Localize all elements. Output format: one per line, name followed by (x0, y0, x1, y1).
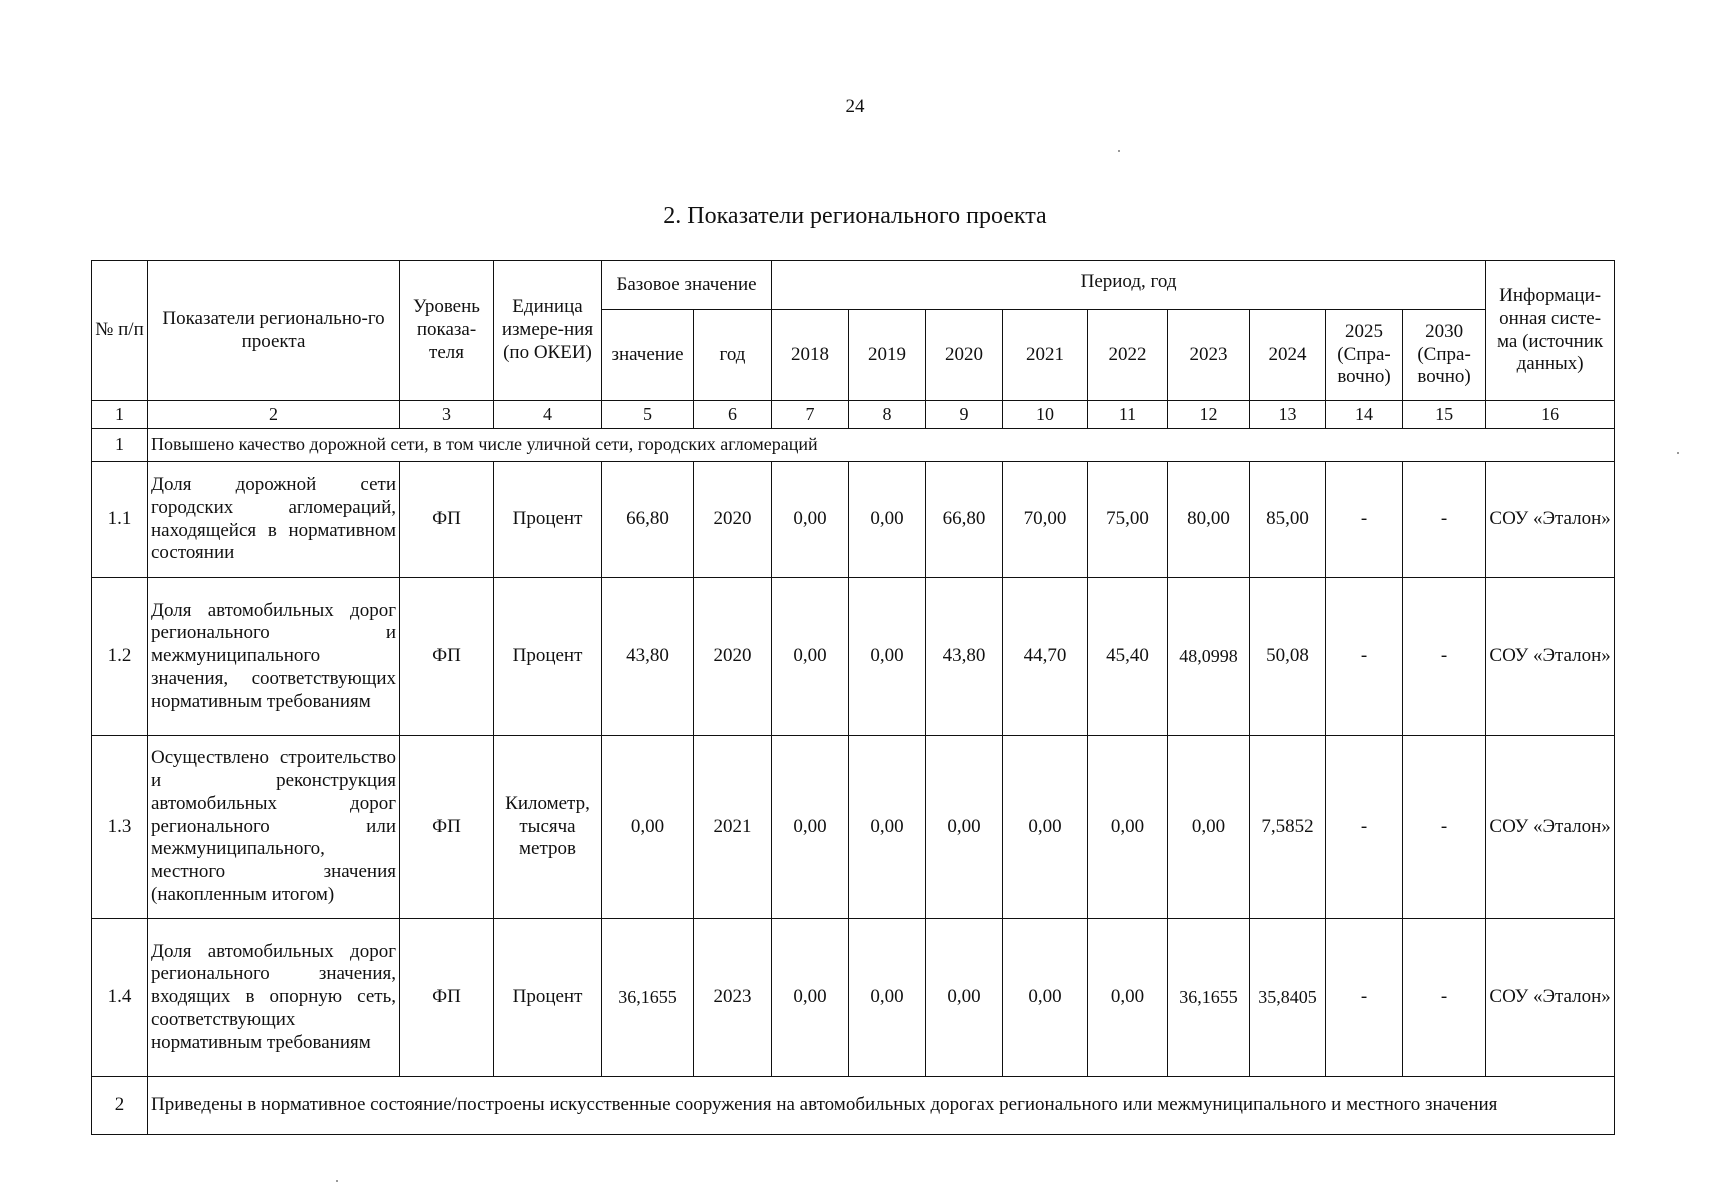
row-indicator: Доля автомобильных дорог регионального и межмуниципального значения, соответствующих нормативным требованиям (148, 578, 400, 736)
col-number: 7 (772, 401, 849, 429)
document-title: 2. Показатели регионального проекта (663, 203, 1047, 229)
table-row (92, 578, 1615, 736)
col-number: 11 (1088, 401, 1168, 429)
row-value-2024: 85,00 (1250, 462, 1326, 578)
row-info: СОУ «Эталон» (1486, 919, 1615, 1077)
row-num: 1.3 (92, 736, 148, 919)
col-number: 16 (1486, 401, 1615, 429)
column-numbers-row (92, 401, 1615, 429)
col-number: 6 (694, 401, 772, 429)
header-year-2021: 2021 (1003, 310, 1088, 401)
row-value-2023: 48,0998 (1168, 578, 1250, 736)
row-value-2023: 80,00 (1168, 462, 1250, 578)
row-base-year: 2023 (694, 919, 772, 1077)
row-value-2021: 70,00 (1003, 462, 1088, 578)
header-year-2018: 2018 (772, 310, 849, 401)
row-value-2023: 36,1655 (1168, 919, 1250, 1077)
row-base-year: 2020 (694, 578, 772, 736)
header-num: № п/п (92, 261, 148, 401)
row-value-2025: - (1326, 919, 1403, 1077)
row-level: ФП (400, 462, 494, 578)
section-row (92, 1077, 1615, 1135)
row-info: СОУ «Эталон» (1486, 462, 1615, 578)
row-value-2030: - (1403, 736, 1486, 919)
row-value-2019: 0,00 (849, 462, 926, 578)
col-number: 10 (1003, 401, 1088, 429)
section-title: Повышено качество дорожной сети, в том числе уличной сети, городских агломераций (148, 429, 1615, 462)
row-num: 1.2 (92, 578, 148, 736)
row-base-year: 2021 (694, 736, 772, 919)
row-base-year: 2020 (694, 462, 772, 578)
section-num: 2 (92, 1077, 148, 1135)
row-value-2024: 7,5852 (1250, 736, 1326, 919)
header-year-2024: 2024 (1250, 310, 1326, 401)
col-number: 3 (400, 401, 494, 429)
header-indicator: Показатели регионально-го проекта (148, 261, 400, 401)
col-number: 15 (1403, 401, 1486, 429)
row-value-2025: - (1326, 462, 1403, 578)
row-num: 1.4 (92, 919, 148, 1077)
scan-speck (1677, 452, 1679, 454)
row-value-2023: 0,00 (1168, 736, 1250, 919)
col-number: 12 (1168, 401, 1250, 429)
header-info: Информаци-онная систе-ма (источник данных) (1486, 261, 1615, 401)
row-num: 1.1 (92, 462, 148, 578)
row-value-2025: - (1326, 736, 1403, 919)
scan-speck (336, 1180, 338, 1182)
row-value-2020: 0,00 (926, 919, 1003, 1077)
row-value-2020: 43,80 (926, 578, 1003, 736)
indicators-table (91, 260, 1615, 1135)
row-value-2018: 0,00 (772, 578, 849, 736)
scan-speck (1118, 150, 1120, 152)
header-year-2020: 2020 (926, 310, 1003, 401)
row-info: СОУ «Эталон» (1486, 578, 1615, 736)
row-value-2019: 0,00 (849, 736, 926, 919)
header-year-2023: 2023 (1168, 310, 1250, 401)
row-indicator: Осуществлено строительство и реконструкция автомобильных дорог регионального или межмуниципального, местного значения (накопленным итогом) (148, 736, 400, 919)
header-period: Период, год (772, 261, 1486, 310)
row-value-2018: 0,00 (772, 919, 849, 1077)
row-value-2019: 0,00 (849, 919, 926, 1077)
row-value-2018: 0,00 (772, 462, 849, 578)
row-base-value: 66,80 (602, 462, 694, 578)
row-value-2030: - (1403, 462, 1486, 578)
header-base-value: значение (602, 310, 694, 401)
col-number: 1 (92, 401, 148, 429)
row-value-2020: 66,80 (926, 462, 1003, 578)
col-number: 5 (602, 401, 694, 429)
col-number: 14 (1326, 401, 1403, 429)
row-value-2021: 0,00 (1003, 919, 1088, 1077)
row-info: СОУ «Эталон» (1486, 736, 1615, 919)
row-unit: Процент (494, 578, 602, 736)
section-row (92, 429, 1615, 462)
row-value-2022: 45,40 (1088, 578, 1168, 736)
row-value-2025: - (1326, 578, 1403, 736)
row-unit: Процент (494, 462, 602, 578)
section-num: 1 (92, 429, 148, 462)
row-unit: Километр, тысяча метров (494, 736, 602, 919)
row-value-2020: 0,00 (926, 736, 1003, 919)
row-value-2021: 44,70 (1003, 578, 1088, 736)
row-base-value: 0,00 (602, 736, 694, 919)
page-number: 24 (845, 96, 865, 117)
row-value-2019: 0,00 (849, 578, 926, 736)
header-base: Базовое значение (602, 261, 772, 310)
table-row (92, 462, 1615, 578)
row-value-2018: 0,00 (772, 736, 849, 919)
col-number: 2 (148, 401, 400, 429)
col-number: 13 (1250, 401, 1326, 429)
col-number: 4 (494, 401, 602, 429)
header-base-year: год (694, 310, 772, 401)
row-level: ФП (400, 919, 494, 1077)
row-indicator: Доля дорожной сети городских агломераций, находящейся в нормативном состоянии (148, 462, 400, 578)
header-year-2019: 2019 (849, 310, 926, 401)
row-level: ФП (400, 578, 494, 736)
row-value-2021: 0,00 (1003, 736, 1088, 919)
row-value-2022: 75,00 (1088, 462, 1168, 578)
table-row (92, 736, 1615, 919)
row-value-2022: 0,00 (1088, 736, 1168, 919)
row-level: ФП (400, 736, 494, 919)
row-value-2030: - (1403, 919, 1486, 1077)
col-number: 8 (849, 401, 926, 429)
row-base-value: 36,1655 (602, 919, 694, 1077)
header-year-2022: 2022 (1088, 310, 1168, 401)
header-year-2025: 2025 (Спра-вочно) (1326, 310, 1403, 401)
row-unit: Процент (494, 919, 602, 1077)
header-year-2030: 2030 (Спра-вочно) (1403, 310, 1486, 401)
header-level: Уровень показа-теля (400, 261, 494, 401)
row-base-value: 43,80 (602, 578, 694, 736)
row-value-2024: 50,08 (1250, 578, 1326, 736)
table-row (92, 919, 1615, 1077)
row-indicator: Доля автомобильных дорог регионального значения, входящих в опорную сеть, соответствующих нормативным требованиям (148, 919, 400, 1077)
row-value-2022: 0,00 (1088, 919, 1168, 1077)
row-value-2024: 35,8405 (1250, 919, 1326, 1077)
section-title: Приведены в нормативное состояние/построены искусственные сооружения на автомобильных дорогах регионального или межмуниципального и местного значения (148, 1077, 1615, 1135)
row-value-2030: - (1403, 578, 1486, 736)
col-number: 9 (926, 401, 1003, 429)
header-unit: Единица измере-ния (по ОКЕИ) (494, 261, 602, 401)
